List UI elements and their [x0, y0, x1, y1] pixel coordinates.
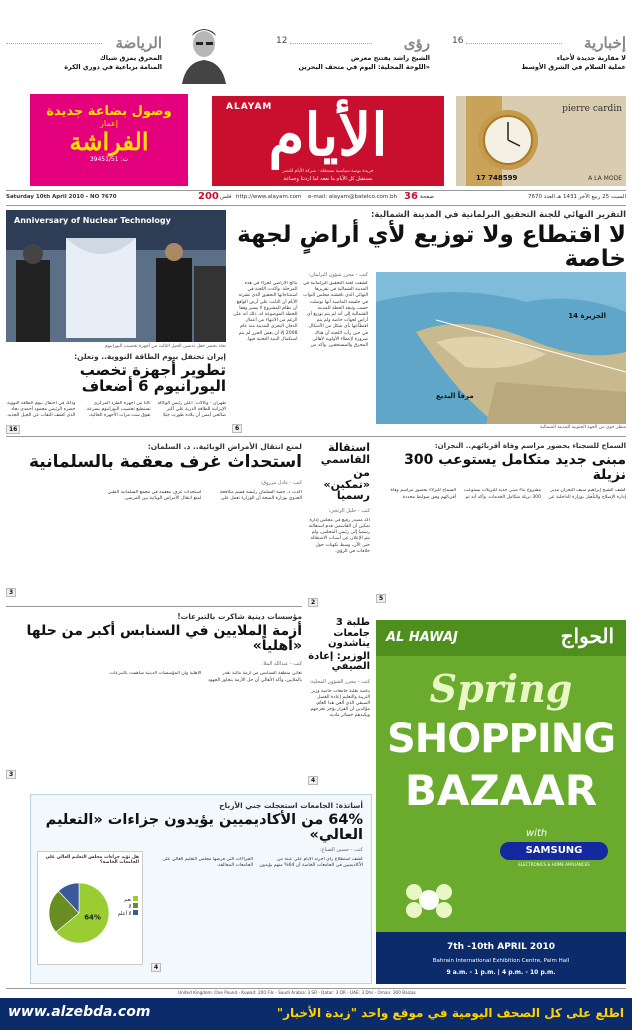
- universities-byline: كتب - محرر الشؤون المحلية:: [309, 678, 370, 685]
- ad-left-brand: الفراشة: [69, 127, 149, 156]
- sanabis-byline: كتب - عبدالله الملا:: [261, 661, 302, 668]
- story-sanabis[interactable]: [6, 612, 302, 788]
- story-qassimi[interactable]: [308, 442, 370, 610]
- sanabis-headline: أزمة الملايين في السنابس أكبر من حلها «أهلياً»: [26, 623, 302, 654]
- legend-swatch: [133, 910, 138, 915]
- iran-photo-text: Anniversary of Nuclear Technology: [14, 216, 171, 225]
- ad-left-small: 39451/51 :ت: [89, 156, 129, 163]
- page-ref[interactable]: 4: [151, 963, 161, 972]
- qassimi-body: أكد مصدر رفيع في مجلس إدارة تمكين أن القاسمي قدم استقالته رسميا إلى رئيس المجلس، ولم يتم الإعلان عن أسباب الاستقالة حتى الآن، وسط تكهنات حول خلافات في الرؤى.: [308, 517, 370, 554]
- hospitals-byline: كتب - عادل مرزوق:: [260, 479, 302, 486]
- dateline-web[interactable]: http://www.alayam.com: [236, 194, 302, 200]
- masthead-latin: ALAYAM: [226, 102, 273, 112]
- watermark-banner[interactable]: [0, 998, 632, 1030]
- bazaar-brand-latin: AL HAWAJ: [386, 630, 458, 645]
- bazaar-brand-arabic: الحواج: [560, 624, 614, 648]
- pie-chart: [46, 880, 112, 946]
- teaser-sports-line: المنامة برباعية في دوري الكرة: [64, 63, 162, 71]
- prison-kicker: السماح للسجناء بحضور مراسم وفاة أقربائهم.. النجران:: [434, 442, 626, 450]
- teaser-sports-line: المحرق يمزق شباك: [99, 54, 162, 62]
- teaser-ruaa-head: رؤى: [403, 34, 430, 52]
- lead-map-photo: [376, 272, 626, 424]
- page-ref[interactable]: 6: [232, 424, 242, 433]
- legend-label-no: لا: [128, 904, 132, 910]
- lead-map-caption: منظر جوي من الجهة الجنوبية للمدينة الشمالية: [540, 425, 626, 430]
- masthead-arabic: الأيام: [268, 101, 388, 169]
- teaser-ruaa[interactable]: [236, 34, 436, 90]
- page-ref[interactable]: 5: [376, 594, 386, 603]
- hospitals-body: أكدت د. حصة السلمان رئيسة قسم مكافحة العدوى بوزارة الصحة أن الوزارة تعمل على استحداث غرف معقمة في مجمع السلمانية الطبي لمنع انتقال الأمراض الوبائية بين المرضى.: [107, 489, 302, 502]
- dateline-english: Saturday 10th April 2010 - NO 7670: [6, 194, 117, 200]
- page-ref[interactable]: 16: [6, 425, 20, 434]
- poll-chart: [37, 851, 143, 965]
- page-ref[interactable]: 2: [308, 598, 318, 607]
- teaser-news-page: 16: [452, 36, 464, 46]
- academics-byline: كتب - حسين الصباغ:: [319, 847, 363, 853]
- iran-headline: تطوير أجهزة تخصب اليورانيوم 6 أضعاف: [79, 361, 226, 395]
- teaser-ruaa-line: «اللوحة المحلية: اليوم في متحف البحرين: [298, 63, 430, 71]
- watermark-slogan: اطلع على كل الصحف اليومية في موقع واحد "زبدة الأخبار": [276, 1006, 624, 1020]
- lead-body: كشفت لجنة التحقيق البرلمانية في المدينة الشمالية في تقريرها النهائي الذي ناقشته مجلس النواب في جلسته الماضية أنها توصلت حسب وثيقة الخطة للمدينة الشمالية إلى أنه لم يتم توزيع أي أراضٍ لجهات خاصة ولم يتم اقتطاعها بأي شكل من الأشكال. في حين رأت اللجنة أن هناك ضرورة لإعطاء الأولوية لأهالي المحرق والمستحقين. وأكد من نتائج الأراضي لجزاء في هذه المرحلة. وأكدت اللجنة في استنتاجاتها التحقيق الذي نشرته الأيام أن الثابت على أرض الواقع أن نظام المشروع لا يسير وفقا للخطة الموضوعة له. ذلك أنه على الرغم من الانتهاء من أعمال الدفان البحري للمدينة منذ عام 2008 إلا أن بعض الجزر لم يتم استكمال البنية التحتية فيها.: [233, 281, 368, 349]
- page-ref[interactable]: 4: [308, 776, 318, 785]
- bazaar-spring: Spring: [429, 666, 573, 711]
- story-academics[interactable]: [30, 794, 372, 984]
- teaser-ruaa-page: 12: [276, 36, 288, 46]
- teaser-news-line: عملية السلام في الشرق الأوسط: [521, 63, 626, 71]
- dateline-pages: 36: [404, 191, 418, 202]
- dateline-pages-label: صفحة: [420, 194, 434, 200]
- story-iran[interactable]: [6, 352, 226, 434]
- iran-kicker: إيران تحتفل بيوم الطاقة النووية.. وتعلن:: [74, 352, 226, 361]
- dateline-price-unit: فلس: [220, 194, 232, 200]
- teaser-sports[interactable]: [6, 34, 162, 90]
- bazaar-sponsor: SAMSUNG: [500, 842, 608, 860]
- sanabis-kicker: مؤسسات دينية شاكرت بالتبرعات!: [177, 612, 302, 621]
- legend-label-yes: نعم: [124, 897, 132, 903]
- qassimi-headline: من «تمكين» رسميا: [323, 466, 370, 503]
- hospitals-headline: استحداث غرف معقمة بالسلمانية: [28, 452, 302, 472]
- sanabis-body: تعاني منطقة السنابس من أزمة مالية تقدر بالملايين، وأكد الأهالي أن حل الأزمة يتجاوز الجهود الأهلية وأن المؤسسات الدينية ساهمت بالتبرعات.: [108, 671, 302, 683]
- lead-kicker: التقرير النهائي للجنة التحقيق البرلمانية في المدينة الشمالية:: [370, 210, 626, 220]
- page-ref[interactable]: 3: [6, 588, 16, 597]
- prison-headline: مبنى جديد متكامل يستوعب 300 نزيلة: [404, 452, 626, 483]
- iran-body: طهران - وكالات: أعلن رئيس الوكالة الإيرانية للطاقة الذرية علي أكبر صالحي أمس أن بلاده طورت جيلا ثالثا من أجهزة الطرد المركزي تستطيع تخصيب اليورانيوم بسرعة تفوق ست مرات الأجهزة الحالية، وذلك في احتفال بيوم الطاقة النووية حضره الرئيس محمود أحمدي نجاد الذي كشف النقاب عن الجيل الجديد.: [6, 400, 226, 418]
- bazaar-dates: 7th -10th APRIL 2010: [447, 942, 555, 952]
- legend-item: [118, 896, 138, 903]
- dateline-email[interactable]: e-mail: alayam@batelco.com.bh: [308, 194, 397, 200]
- universities-body: يناشد طلبة جامعات خاصة وزير التربية والتعليم إعادة الفصل الصيفي الذي ألغي هذا العام، مؤكدين أن القرار يؤخر تخرجهم ويكبدهم خسائر مادية.: [310, 688, 370, 719]
- bazaar-shopping: SHOPPING: [386, 716, 616, 762]
- academics-headline: 64% من الأكاديميين يؤيدون جزاءات «التعليم العالي»: [45, 812, 363, 844]
- ad-left-line1: وصول بضاعة جديدة: [46, 104, 172, 119]
- dateline: [6, 192, 626, 204]
- ad-right-mark: A LA MODE: [588, 175, 622, 182]
- legend-swatch: [133, 896, 138, 901]
- iran-caption: نجاد يحضر حفل تدشين الجيل الثالث من أجهزة تخصيب اليورانيوم: [104, 344, 226, 349]
- prison-body: كشف الشيخ إبراهيم سيف النجران مدير إدارة الإصلاح والتأهيل بوزارة الداخلية عن مشروع بناء مبنى جديد للنزيلات يستوعب 300 نزيلة متكامل الخدمات، وأكد أنه تم السماح للنزلاء بحضور مراسم وفاة أقربائهم وفق ضوابط محددة.: [390, 488, 626, 500]
- teaser-sports-head: الرياضة: [115, 34, 162, 52]
- page-ref[interactable]: 3: [6, 770, 16, 779]
- ad-left-line2: إعمار: [100, 119, 118, 128]
- legend-item: [118, 910, 138, 917]
- bazaar-sponsor-sub: ELECTRONICS & HOME APPLIANCES: [518, 862, 590, 867]
- watermark-url[interactable]: www.alzebda.com: [8, 1004, 151, 1020]
- story-prison[interactable]: [376, 442, 626, 610]
- ad-alfarasha[interactable]: [30, 94, 188, 186]
- ad-right-brand: pierre cardin: [562, 104, 622, 114]
- map-label-port: مرفأ البديع: [436, 392, 474, 400]
- story-lead-head[interactable]: [232, 210, 626, 273]
- qassimi-kicker: استقالة القاسمي: [320, 441, 370, 466]
- masthead-tagline: مستقبل كل الأيام ما نفعه لما اردتنا وجماعة: [283, 176, 373, 182]
- ad-pierre-cardin[interactable]: [456, 96, 626, 186]
- universities-kicker: طلبة 3 جامعات يناشدون: [328, 617, 370, 649]
- universities-headline: الوزير: إعادة الصيفي: [308, 650, 370, 672]
- academics-body: كشف استطلاع رأي أجرته الأيام على عينة من الأكاديميين في الجامعات الخاصة أن 64% منهم يؤيدون الجزاءات التي فرضها مجلس التعليم العالي على الجامعات المخالفة.: [162, 857, 363, 869]
- dateline-price: 200: [198, 191, 219, 202]
- legend-label-unknown: لا أعلم: [117, 911, 132, 917]
- poll-question: هل تؤيد جزاءات مجلس التعليم العالي على الجامعات الخاصة؟: [45, 855, 139, 865]
- teaser-news-line: لا مقاربة جديدة لأحياء: [556, 54, 626, 62]
- iran-photo: [6, 210, 226, 342]
- bazaar-with: with: [526, 828, 548, 839]
- legend-swatch: [133, 903, 138, 908]
- lead-byline: كتب - محرر شؤون البرلمان:: [308, 272, 368, 278]
- hospitals-kicker: لمنع انتقال الأمراض الوبائية.. د. السلمان:: [147, 442, 302, 451]
- lead-headline: لا اقتطاع ولا توزيع لأي أراضٍ لجهة خاصة: [237, 222, 626, 273]
- bazaar-hours: 9 a.m. - 1 p.m. | 4 p.m. - 10 p.m.: [446, 969, 556, 976]
- academics-kicker: أساتذة: الجامعات استعجلت جني الأرباح: [219, 801, 363, 810]
- bazaar-venue: Bahrain International Exhibition Centre, Palm Hall: [432, 958, 570, 964]
- ad-right-phone: 17 748599: [476, 174, 518, 182]
- masthead-tagline2: جريدة يومية سياسية مستقلة · شركة الأيام للنشر: [282, 169, 374, 174]
- teaser-news-head: إخبارية: [584, 34, 626, 52]
- teaser-news[interactable]: [444, 34, 626, 90]
- masthead: [212, 96, 444, 186]
- footer-prices: United Kingdom: One Pound - Kuwait: 200 Fils - Saudi Arabia: 3 SR - Qatar: 3 QR - UAE: 3 Dhs - Oman: 300 Baizas: [178, 990, 416, 995]
- qassimi-byline: كتب - خليل الزتجي:: [328, 507, 370, 514]
- teaser-ruaa-line: الشيخ راشد يفتتح معرض: [350, 54, 430, 62]
- story-universities[interactable]: [308, 618, 370, 788]
- legend-item: [118, 903, 138, 910]
- pie-label-0: 64%: [84, 913, 101, 922]
- ad-shopping-bazaar[interactable]: [376, 620, 626, 984]
- dateline-arabic: السبت 25 ربيع الآخر 1431 هـ العدد 7670: [528, 194, 626, 200]
- map-label-island: الجزيرة 14: [568, 312, 606, 320]
- story-hospitals[interactable]: [6, 442, 302, 602]
- columnist-photo: [178, 22, 230, 84]
- bazaar-word: BAZAAR: [404, 766, 598, 815]
- flower-icon: [394, 870, 464, 930]
